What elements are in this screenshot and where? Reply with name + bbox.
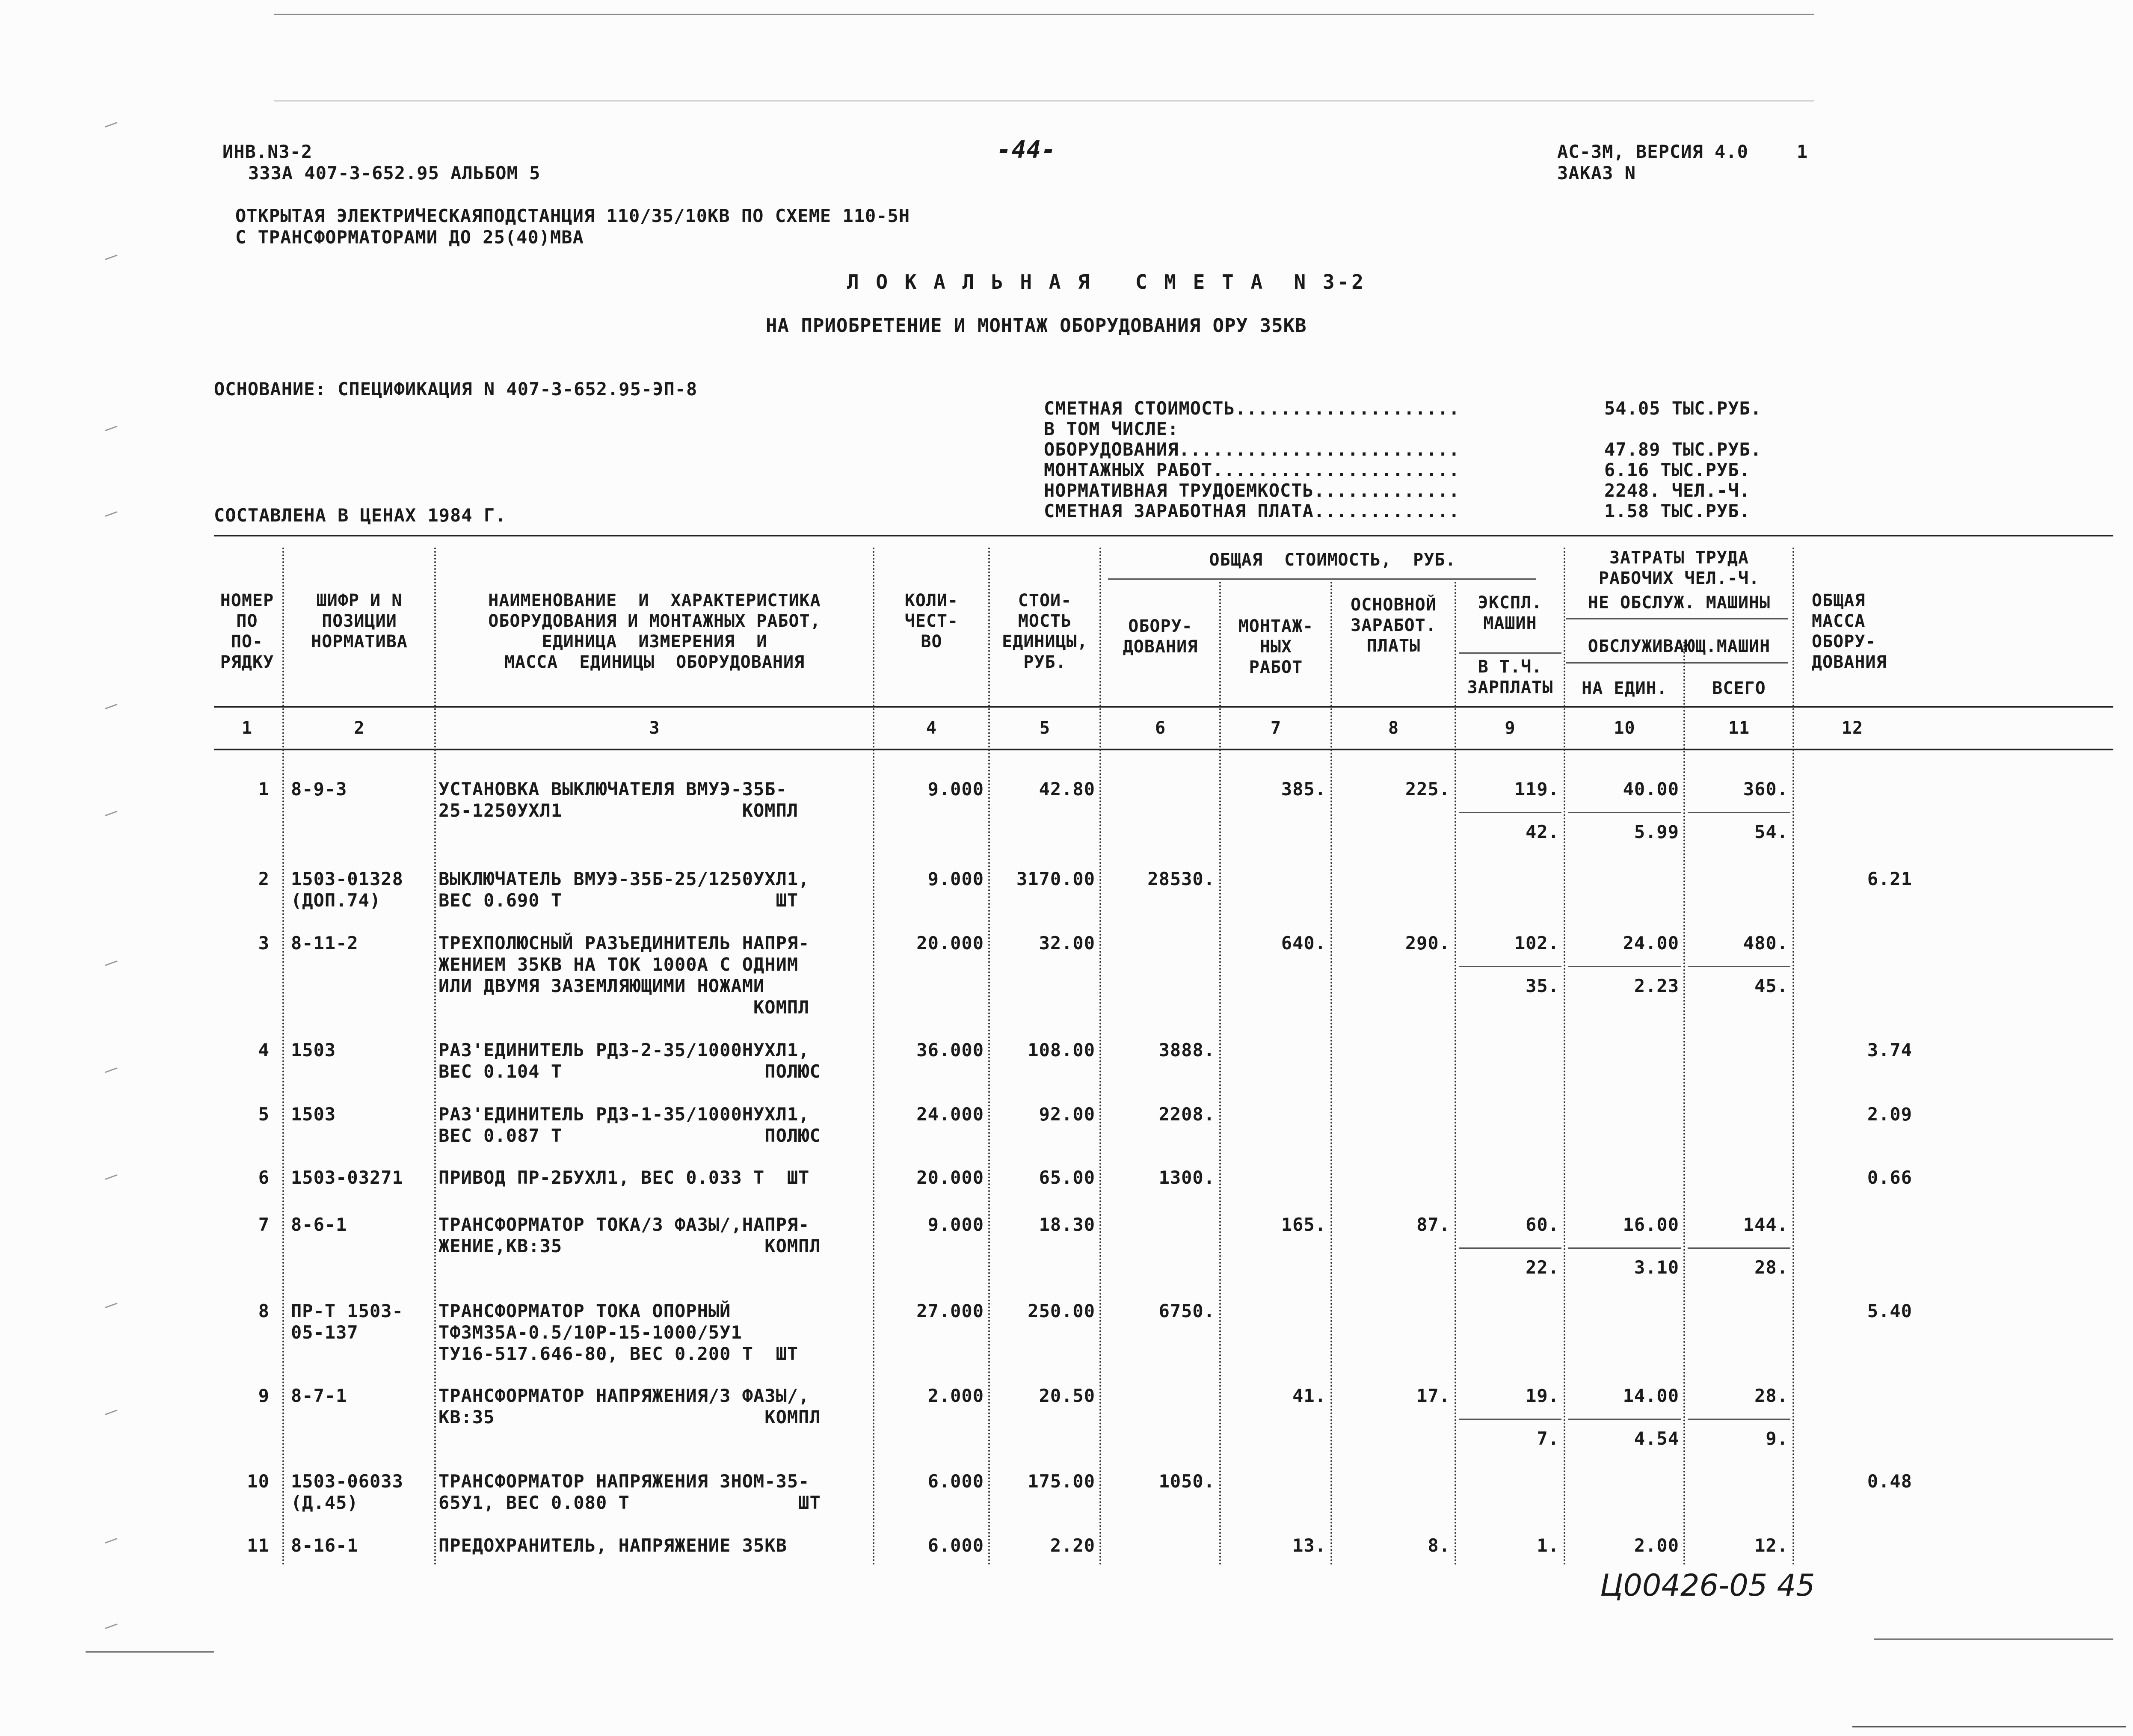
cell-lu2: 5.99 <box>1634 821 1679 842</box>
col-header-labor-group: ЗАТРАТЫ ТРУДА РАБОЧИХ ЧЕЛ.-Ч. <box>1598 548 1760 588</box>
scan-line-bottom-left <box>86 1651 214 1653</box>
cell-qty: 2.000 <box>927 1385 984 1406</box>
summary-value: 6.16 ТЫС.РУБ. <box>1604 459 1751 480</box>
object-line-2: С ТРАНСФОРМАТОРАМИ ДО 25(40)МВА <box>235 227 584 248</box>
cell-lu2: 4.54 <box>1634 1428 1679 1449</box>
cell-mach_wage: 22. <box>1526 1257 1559 1278</box>
cell-code: 8-6-1 <box>291 1214 347 1235</box>
cell-lt: 360. <box>1743 779 1788 800</box>
col-number: 11 <box>1728 718 1750 738</box>
scan-speck <box>105 1538 117 1543</box>
cell-mach: 19. <box>1526 1385 1559 1406</box>
cell-name: ПРИВОД ПР-2БУХЛ1, ВЕС 0.033 Т ШТ <box>438 1167 810 1188</box>
cell-mach: 119. <box>1514 779 1559 800</box>
summary-label: НОРМАТИВНАЯ ТРУДОЕМКОСТЬ............. <box>1044 480 1460 501</box>
cell-n: 11 <box>247 1535 270 1556</box>
labor-split-rule <box>1568 966 1681 967</box>
cell-mount: 385. <box>1281 779 1326 800</box>
cell-code: 8-7-1 <box>291 1385 347 1406</box>
scan-speck <box>105 704 117 709</box>
scan-speck <box>105 1410 117 1415</box>
col-sep <box>1219 582 1221 1566</box>
cell-qty: 36.000 <box>916 1040 984 1061</box>
cell-n: 7 <box>258 1214 270 1235</box>
cell-qty: 6.000 <box>927 1471 984 1492</box>
inventory-number: ИНВ.N3-2 <box>222 141 313 162</box>
col-number: 6 <box>1155 718 1166 738</box>
cell-qty: 24.000 <box>916 1104 984 1125</box>
col-header-unit-cost: СТОИ- МОСТЬ ЕДИНИЦЫ, РУБ. <box>1002 591 1088 672</box>
summary-label: ОБОРУДОВАНИЯ......................... <box>1044 439 1460 460</box>
page-number: -44- <box>997 136 1056 164</box>
labor-split-rule <box>1688 1419 1790 1420</box>
col-number: 10 <box>1614 718 1635 738</box>
labor-split-rule <box>1459 812 1561 813</box>
cell-unit: 92.00 <box>1039 1104 1095 1125</box>
labor-subrule-2 <box>1566 662 1788 664</box>
cell-qty: 9.000 <box>927 779 984 800</box>
program-page: 1 <box>1797 141 1808 162</box>
object-line-1: ОТКРЫТАЯ ЭЛЕКТРИЧЕСКАЯПОДСТАНЦИЯ 110/35/10КВ ПО СХЕМЕ 110-5Н <box>235 205 910 226</box>
scan-speck <box>105 1067 117 1073</box>
cell-wage: 17. <box>1416 1385 1450 1406</box>
labor-split-rule <box>1459 1419 1561 1420</box>
cell-mass: 0.48 <box>1867 1471 1912 1492</box>
cell-code: 8-11-2 <box>291 933 358 954</box>
cell-qty: 20.000 <box>916 1167 984 1188</box>
col-number: 9 <box>1505 718 1516 738</box>
cell-lt2: 28. <box>1754 1257 1788 1278</box>
cell-code: 1503 <box>291 1104 336 1125</box>
cell-name: ТРАНСФОРМАТОР ТОКА ОПОРНЫЙ ТФЗМ35А-0.5/10Р-15-1000/5У1 ТУ16-517.646-80, ВЕС 0.200 Т ШТ <box>438 1301 799 1364</box>
table-top-rule <box>214 535 2113 536</box>
summary-label: МОНТАЖНЫХ РАБОТ...................... <box>1044 459 1460 480</box>
cell-mach_wage: 42. <box>1526 821 1559 842</box>
col-number: 5 <box>1039 718 1051 738</box>
scan-speck <box>105 255 117 260</box>
cell-lt: 12. <box>1754 1535 1788 1556</box>
table-number-rule <box>214 749 2113 750</box>
cell-unit: 3170.00 <box>1016 868 1095 889</box>
cell-wage: 225. <box>1405 779 1450 800</box>
cell-n: 5 <box>258 1104 270 1125</box>
basis-line: ОСНОВАНИЕ: СПЕЦИФИКАЦИЯ N 407-3-652.95-ЭП-8 <box>214 379 698 400</box>
summary-value: 2248. ЧЕЛ.-Ч. <box>1604 480 1751 501</box>
cell-mass: 5.40 <box>1867 1301 1912 1321</box>
labor-split-rule <box>1459 1247 1561 1249</box>
scan-speck <box>105 1303 117 1308</box>
cell-code: 1503-03271 <box>291 1167 403 1188</box>
summary-label: В ТОМ ЧИСЛЕ: <box>1044 418 1179 439</box>
cell-lt2: 45. <box>1754 975 1788 996</box>
cell-code: ПР-Т 1503- 05-137 <box>291 1301 403 1343</box>
cell-equip: 1050. <box>1158 1471 1215 1492</box>
summary-label: СМЕТНАЯ СТОИМОСТЬ.................... <box>1044 398 1460 419</box>
col-number: 1 <box>241 718 253 738</box>
cell-equip: 3888. <box>1158 1040 1215 1061</box>
summary-label: СМЕТНАЯ ЗАРАБОТНАЯ ПЛАТА............. <box>1044 501 1460 521</box>
col-header-machines-wage: В Т.Ч. ЗАРПЛАТЫ <box>1467 657 1553 697</box>
cell-mount: 41. <box>1292 1385 1326 1406</box>
cell-code: 8-9-3 <box>291 779 347 800</box>
cell-n: 4 <box>258 1040 270 1061</box>
col-header-qty: КОЛИ- ЧЕСТ- ВО <box>904 591 959 652</box>
cell-mount: 640. <box>1281 933 1326 954</box>
cell-mach_wage: 7. <box>1537 1428 1559 1449</box>
col-header-total-cost-group: ОБЩАЯ СТОИМОСТЬ, РУБ. <box>1209 550 1456 570</box>
cell-mach: 60. <box>1526 1214 1559 1235</box>
summary-value: 54.05 ТЫС.РУБ. <box>1604 398 1762 419</box>
cell-qty: 9.000 <box>927 1214 984 1235</box>
cell-n: 1 <box>258 779 270 800</box>
col-header-mass: ОБЩАЯ МАССА ОБОРУ- ДОВАНИЯ <box>1812 591 1887 672</box>
cell-name: РАЗ'ЕДИНИТЕЛЬ РДЗ-2-35/1000НУХЛ1, ВЕС 0.104 Т ПОЛЮС <box>438 1040 821 1082</box>
cell-equip: 6750. <box>1158 1301 1215 1321</box>
cell-lu: 40.00 <box>1623 779 1679 800</box>
cell-code: 1503 <box>291 1040 336 1061</box>
cell-code: 1503-01328 (ДОП.74) <box>291 868 403 911</box>
cell-lu2: 2.23 <box>1634 975 1679 996</box>
col-sep <box>988 548 990 1566</box>
cell-mach: 1. <box>1537 1535 1559 1556</box>
cell-name: УСТАНОВКА ВЫКЛЮЧАТЕЛЯ ВМУЭ-35Б- 25-1250УХЛ1 КОМПЛ <box>438 779 799 821</box>
order-label: ЗАКАЗ N <box>1557 163 1636 184</box>
col-sep <box>1683 642 1685 1566</box>
cell-name: ТРАНСФОРМАТОР НАПРЯЖЕНИЯ/3 ФАЗЫ/, КВ:35 КОМПЛ <box>438 1385 821 1428</box>
cell-mass: 0.66 <box>1867 1167 1912 1188</box>
scan-speck <box>105 960 117 966</box>
cell-n: 3 <box>258 933 270 954</box>
cell-qty: 27.000 <box>916 1301 984 1321</box>
cell-n: 2 <box>258 868 270 889</box>
cell-mount: 165. <box>1281 1214 1326 1235</box>
scan-speck <box>105 426 117 431</box>
cell-name: ТРАНСФОРМАТОР ТОКА/3 ФАЗЫ/,НАПРЯ- ЖЕНИЕ,КВ:35 КОМПЛ <box>438 1214 821 1256</box>
col-header-total: ВСЕГО <box>1712 678 1766 698</box>
col-sep <box>873 548 874 1566</box>
col-header-base-wage: ОСНОВНОЙ ЗАРАБОТ. ПЛАТЫ <box>1351 595 1437 656</box>
cell-unit: 65.00 <box>1039 1167 1095 1188</box>
labor-subrule-1 <box>1566 618 1788 619</box>
cell-code: 1503-06033 (Д.45) <box>291 1471 403 1513</box>
scan-line-bottom-right <box>1874 1638 2113 1640</box>
col-header-not-serving: НЕ ОБСЛУЖ. МАШИНЫ <box>1588 593 1771 613</box>
col-header-per-unit: НА ЕДИН. <box>1582 678 1668 698</box>
col-sep <box>1564 548 1565 1566</box>
cell-name: ПРЕДОХРАНИТЕЛЬ, НАПРЯЖЕНИЕ 35КВ <box>438 1535 787 1556</box>
cell-unit: 32.00 <box>1039 933 1095 954</box>
col-header-equipment: ОБОРУ- ДОВАНИЯ <box>1123 616 1198 657</box>
cell-wage: 290. <box>1405 933 1450 954</box>
cell-lt: 480. <box>1743 933 1788 954</box>
col-header-number: НОМЕР ПО ПО- РЯДКУ <box>220 591 274 672</box>
cell-name: РАЗ'ЕДИНИТЕЛЬ РДЗ-1-35/1000НУХЛ1, ВЕС 0.087 Т ПОЛЮС <box>438 1104 821 1146</box>
scan-line-top <box>274 14 1814 15</box>
col-sep <box>1099 548 1101 1566</box>
col-number: 4 <box>926 718 937 738</box>
scan-speck <box>105 811 117 816</box>
col-number: 12 <box>1841 718 1863 738</box>
cell-name: ТРЕХПОЛЮСНЫЙ РАЗЪЕДИНИТЕЛЬ НАПРЯ- ЖЕНИЕМ 35КВ НА ТОК 1000А С ОДНИМ ИЛИ ДВУМЯ ЗАЗЕМЛЯЮЩИМИ НОЖАМИ КОМПЛ <box>438 933 810 1018</box>
cell-n: 10 <box>247 1471 270 1492</box>
labor-split-rule <box>1688 1247 1790 1249</box>
cell-unit: 20.50 <box>1039 1385 1095 1406</box>
cell-wage: 8. <box>1428 1535 1450 1556</box>
cell-lt2: 54. <box>1754 821 1788 842</box>
cell-mount: 13. <box>1292 1535 1326 1556</box>
archive-stamp: Ц00426-05 45 <box>1600 1568 1815 1603</box>
cell-mass: 6.21 <box>1867 868 1912 889</box>
scan-line-bottom-right-2 <box>1852 1726 2126 1727</box>
cell-mass: 3.74 <box>1867 1040 1912 1061</box>
col-number: 7 <box>1270 718 1282 738</box>
cell-mach_wage: 35. <box>1526 975 1559 996</box>
cell-lu: 14.00 <box>1623 1385 1679 1406</box>
cell-mass: 2.09 <box>1867 1104 1912 1125</box>
table-header-rule <box>214 706 2113 708</box>
program-version: АС-3М, ВЕРСИЯ 4.0 <box>1557 141 1748 162</box>
cell-lt: 28. <box>1754 1385 1788 1406</box>
cell-name: ВЫКЛЮЧАТЕЛЬ ВМУЭ-35Б-25/1250УХЛ1, ВЕС 0.690 Т ШТ <box>438 868 810 911</box>
cell-code: 8-16-1 <box>291 1535 358 1556</box>
col-header-machines: ЭКСПЛ. МАШИН <box>1478 593 1543 633</box>
labor-split-rule <box>1459 966 1561 967</box>
scan-speck <box>105 1174 117 1180</box>
cell-wage: 87. <box>1416 1214 1450 1235</box>
cell-qty: 9.000 <box>927 868 984 889</box>
labor-split-rule <box>1568 1247 1681 1249</box>
col-number: 3 <box>649 718 660 738</box>
scan-speck <box>105 122 117 127</box>
cell-lt: 144. <box>1743 1214 1788 1235</box>
cell-n: 6 <box>258 1167 270 1188</box>
cell-qty: 6.000 <box>927 1535 984 1556</box>
col-header-serving: ОБСЛУЖИВАЮЩ.МАШИН <box>1588 637 1771 656</box>
cell-equip: 1300. <box>1158 1167 1215 1188</box>
labor-split-rule <box>1688 966 1790 967</box>
scan-speck <box>105 1623 117 1629</box>
document-subtitle: НА ПРИОБРЕТЕНИЕ И МОНТАЖ ОБОРУДОВАНИЯ ОРУ 35КВ <box>766 315 1307 337</box>
labor-split-rule <box>1568 812 1681 813</box>
summary-value: 47.89 ТЫС.РУБ. <box>1604 439 1762 460</box>
col-header-code: ШИФР И N ПОЗИЦИИ НОРМАТИВА <box>311 591 408 652</box>
cell-unit: 42.80 <box>1039 779 1095 800</box>
cell-lu2: 3.10 <box>1634 1257 1679 1278</box>
col-sep <box>282 548 284 1566</box>
cell-lu: 16.00 <box>1623 1214 1679 1235</box>
cell-name: ТРАНСФОРМАТОР НАПРЯЖЕНИЯ ЗНОМ-35- 65У1, ВЕС 0.080 Т ШТ <box>438 1471 821 1513</box>
cell-unit: 108.00 <box>1028 1040 1095 1061</box>
labor-split-rule <box>1688 812 1790 813</box>
col-number: 2 <box>354 718 365 738</box>
col-header-mounting: МОНТАЖ- НЫХ РАБОТ <box>1238 616 1314 677</box>
col-sep <box>434 548 436 1566</box>
price-basis: СОСТАВЛЕНА В ЦЕНАХ 1984 Г. <box>214 505 507 526</box>
scan-speck <box>105 511 117 517</box>
col-header-name: НАИМЕНОВАНИЕ И ХАРАКТЕРИСТИКА ОБОРУДОВАНИЯ И МОНТАЖНЫХ РАБОТ, ЕДИНИЦА ИЗМЕРЕНИЯ И МАССА ЕДИНИЦЫ ОБОРУДОВАНИЯ <box>488 591 821 672</box>
cell-unit: 2.20 <box>1050 1535 1095 1556</box>
col-number: 8 <box>1388 718 1399 738</box>
cost-group-rule <box>1108 578 1536 580</box>
mach-subrule <box>1459 652 1561 654</box>
cell-qty: 20.000 <box>916 933 984 954</box>
cell-equip: 28530. <box>1147 868 1215 889</box>
cell-equip: 2208. <box>1158 1104 1215 1125</box>
cell-lu: 2.00 <box>1634 1535 1679 1556</box>
cell-unit: 175.00 <box>1028 1471 1095 1492</box>
col-sep <box>1455 582 1456 1566</box>
cell-lu: 24.00 <box>1623 933 1679 954</box>
cell-lt2: 9. <box>1766 1428 1788 1449</box>
cell-unit: 250.00 <box>1028 1301 1095 1321</box>
cell-mach: 102. <box>1514 933 1559 954</box>
cell-unit: 18.30 <box>1039 1214 1095 1235</box>
col-sep <box>1792 548 1794 1566</box>
cell-n: 8 <box>258 1301 270 1321</box>
album-ref: 333А 407-3-652.95 АЛЬБОМ 5 <box>248 163 541 184</box>
document-title: Л О К А Л Ь Н А Я С М Е Т А N 3-2 <box>847 270 1366 293</box>
labor-split-rule <box>1568 1419 1681 1420</box>
summary-value: 1.58 ТЫС.РУБ. <box>1604 501 1751 521</box>
cell-n: 9 <box>258 1385 270 1406</box>
col-sep <box>1330 582 1332 1566</box>
